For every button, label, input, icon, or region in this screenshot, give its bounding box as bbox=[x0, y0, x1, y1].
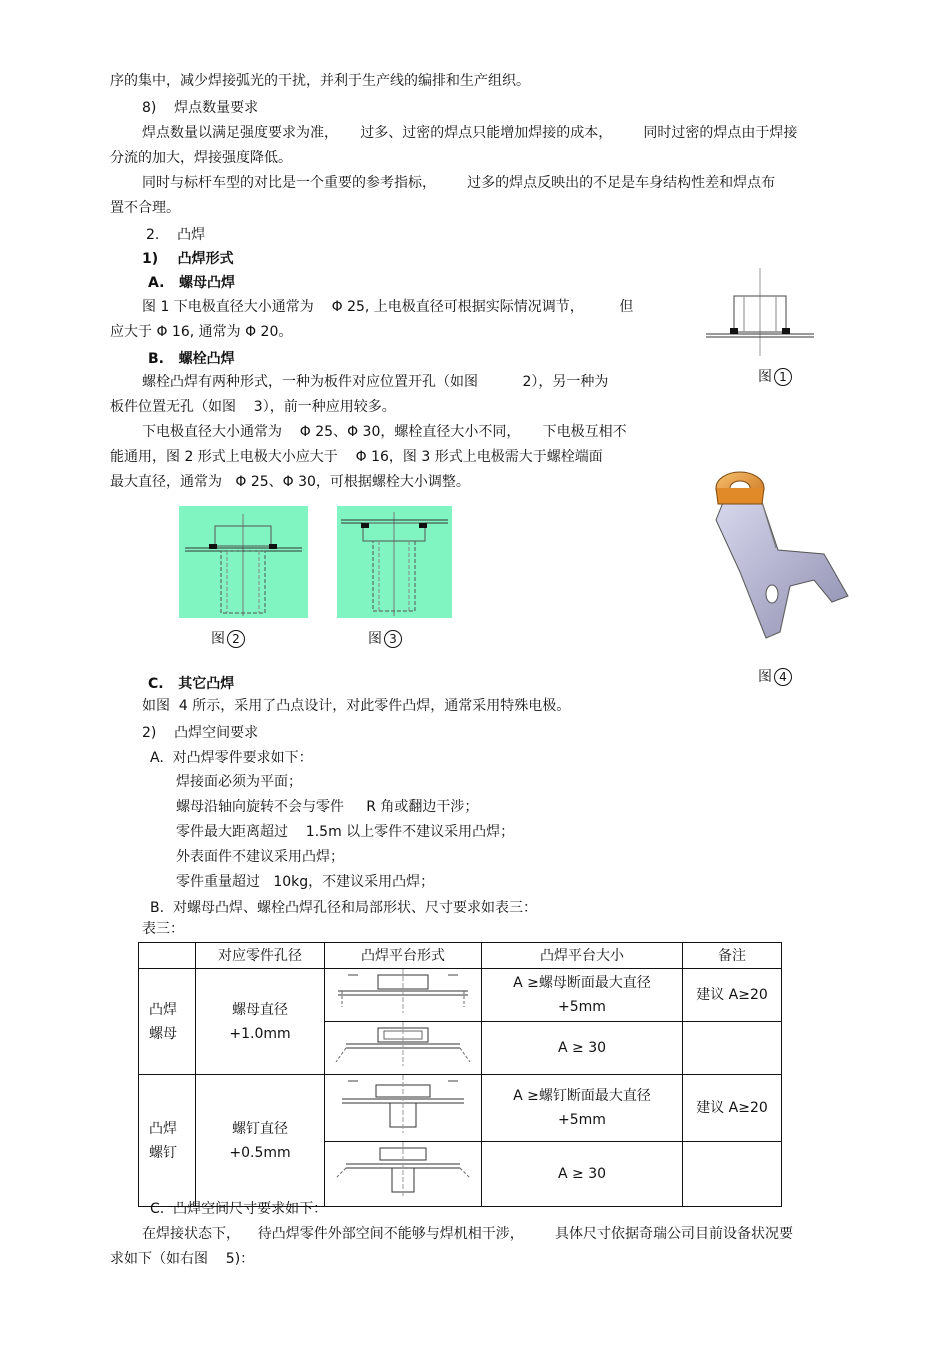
hole-text: +1.0mm bbox=[229, 1025, 291, 1042]
table-header-cell: 备注 bbox=[683, 943, 782, 969]
requirement-item-3: 零件最大距离超过 1.5m 以上零件不建议采用凸焊； bbox=[176, 824, 515, 840]
paragraph-bolt-1: 螺栓凸焊有两种形式，一种为板件对应位置开孔（如图 2），另一种为 bbox=[142, 374, 609, 390]
table-caption: 表三： bbox=[142, 921, 184, 937]
section-heading-2: 2. 凸焊 bbox=[146, 227, 206, 243]
note-empty bbox=[683, 1142, 782, 1207]
table-row bbox=[139, 1075, 782, 1142]
figure-2-caption bbox=[211, 628, 245, 648]
row-label-text: 螺母 bbox=[149, 1025, 177, 1042]
platform-size-bolt-2: A ≥ 30 bbox=[482, 1142, 683, 1207]
heading-8: 8) 焊点数量要求 bbox=[142, 100, 259, 116]
table-header-cell: 凸焊平台形式 bbox=[325, 943, 482, 969]
hole-text: 螺钉直径 bbox=[232, 1120, 288, 1137]
figure-2-bolt-drawing bbox=[179, 506, 308, 618]
figure-4-bracket-drawing bbox=[706, 462, 856, 647]
figure-1-number: 1 bbox=[774, 368, 792, 386]
paragraph-continuation: 序的集中，减少焊接弧光的干扰，并利于生产线的编排和生产组织。 bbox=[110, 73, 530, 89]
platform-drawing-cell bbox=[325, 969, 482, 1022]
nut-platform-drawing-2 bbox=[328, 1022, 478, 1066]
table-header-cell bbox=[139, 943, 196, 969]
platform-drawing-cell bbox=[325, 1142, 482, 1207]
note-bolt: 建议 A≥20 bbox=[683, 1075, 782, 1142]
figure-2-label: 图 bbox=[211, 631, 225, 647]
figure-4-number: 4 bbox=[774, 668, 792, 686]
row-label-text: 凸焊 bbox=[149, 1001, 177, 1018]
row-label-nut bbox=[139, 969, 196, 1075]
size-text: +5mm bbox=[558, 1112, 606, 1128]
table-row bbox=[139, 969, 782, 1022]
figure-1-nut-drawing bbox=[700, 268, 820, 358]
figure-3-caption bbox=[368, 628, 402, 648]
figure-1-caption bbox=[758, 366, 792, 386]
paragraph-benchmark-1: 同时与标杆车型的对比是一个重要的参考指标， 过多的焊点反映出的不足是车身结构性差和焊点布 bbox=[142, 175, 776, 191]
requirement-item-2: 螺母沿轴向旋转不会与零件 R 角或翻边干涉； bbox=[176, 799, 479, 815]
figure-4-label: 图 bbox=[758, 669, 772, 685]
requirement-heading-c: C. 凸焊空间尺寸要求如下： bbox=[150, 1201, 328, 1217]
platform-size-bolt-1 bbox=[482, 1075, 683, 1142]
heading-nut-projection: A. 螺母凸焊 bbox=[148, 275, 236, 291]
heading-bolt-projection: B. 螺栓凸焊 bbox=[148, 351, 235, 367]
platform-drawing-cell bbox=[325, 1075, 482, 1142]
bolt-platform-drawing-1 bbox=[328, 1075, 478, 1133]
nut-platform-drawing-1 bbox=[328, 969, 478, 1013]
requirement-heading-a: A. 对凸焊零件要求如下： bbox=[150, 750, 313, 766]
note-empty bbox=[683, 1022, 782, 1075]
paragraph-bolt-4: 能通用，图 2 形式上电极大小应大于 Φ 16，图 3 形式上电极需大于螺栓端面 bbox=[110, 449, 603, 465]
table-header-cell: 凸焊平台大小 bbox=[482, 943, 683, 969]
paragraph-bolt-5: 最大直径，通常为 Φ 25、Φ 30，可根据螺栓大小调整。 bbox=[110, 474, 470, 490]
hole-diameter-nut bbox=[196, 969, 325, 1075]
figure-3-number: 3 bbox=[384, 630, 402, 648]
requirement-heading-b: B. 对螺母凸焊、螺栓凸焊孔径和局部形状、尺寸要求如表三： bbox=[150, 900, 537, 916]
paragraph-bolt-2: 板件位置无孔（如图 3），前一种应用较多。 bbox=[110, 399, 396, 415]
paragraph-bolt-3: 下电极直径大小通常为 Φ 25、Φ 30，螺栓直径大小不同， 下电极互相不 bbox=[142, 424, 627, 440]
requirement-item-1: 焊接面必须为平面； bbox=[176, 774, 302, 790]
heading-other-projection: C. 其它凸焊 bbox=[148, 676, 235, 692]
figure-3-label: 图 bbox=[368, 631, 382, 647]
figure-1-label: 图 bbox=[758, 369, 772, 385]
paragraph-benchmark-2: 置不合理。 bbox=[110, 200, 180, 216]
row-label-text: 凸焊 bbox=[149, 1120, 177, 1137]
platform-size-nut-2: A ≥ 30 bbox=[482, 1022, 683, 1075]
size-text: A ≥螺钉断面最大直径 bbox=[513, 1088, 651, 1104]
subsection-heading-2: 2) 凸焊空间要求 bbox=[142, 725, 259, 741]
table-header-cell: 对应零件孔径 bbox=[196, 943, 325, 969]
paragraph-other: 如图 4 所示，采用了凸点设计，对此零件凸焊，通常采用特殊电极。 bbox=[142, 698, 571, 714]
platform-drawing-cell bbox=[325, 1022, 482, 1075]
paragraph-space-1: 在焊接状态下， 待凸焊零件外部空间不能够与焊机相干涉， 具体尺寸依据奇瑞公司目前设备状况要 bbox=[142, 1226, 793, 1242]
paragraph-nut-1: 图 1 下电极直径大小通常为 Φ 25, 上电极直径可根据实际情况调节， 但 bbox=[142, 299, 634, 315]
paragraph-nut-2: 应大于 Φ 16, 通常为 Φ 20。 bbox=[110, 324, 293, 340]
platform-size-nut-1 bbox=[482, 969, 683, 1022]
paragraph-weld-count-2: 分流的加大，焊接强度降低。 bbox=[110, 150, 292, 166]
note-nut: 建议 A≥20 bbox=[683, 969, 782, 1022]
size-text: A ≥螺母断面最大直径 bbox=[513, 975, 651, 991]
hole-text: +0.5mm bbox=[229, 1144, 291, 1161]
bolt-platform-drawing-2 bbox=[328, 1142, 478, 1198]
projection-weld-table bbox=[138, 942, 782, 1207]
requirement-item-4: 外表面件不建议采用凸焊； bbox=[176, 849, 344, 865]
hole-text: 螺母直径 bbox=[232, 1001, 288, 1018]
hole-diameter-bolt bbox=[196, 1075, 325, 1207]
row-label-text: 螺钉 bbox=[149, 1144, 177, 1161]
paragraph-weld-count-1: 焊点数量以满足强度要求为准， 过多、过密的焊点只能增加焊接的成本， 同时过密的焊点由于焊接 bbox=[142, 125, 798, 141]
paragraph-space-2: 求如下（如右图 5)： bbox=[110, 1251, 255, 1267]
size-text: +5mm bbox=[558, 999, 606, 1015]
figure-3-bolt-drawing bbox=[337, 506, 452, 618]
figure-4-caption bbox=[758, 666, 792, 686]
subsection-heading-1: 1) 凸焊形式 bbox=[142, 251, 234, 267]
table-header-row bbox=[139, 943, 782, 969]
requirement-item-5: 零件重量超过 10kg，不建议采用凸焊； bbox=[176, 874, 435, 890]
row-label-bolt bbox=[139, 1075, 196, 1207]
figure-2-number: 2 bbox=[227, 630, 245, 648]
